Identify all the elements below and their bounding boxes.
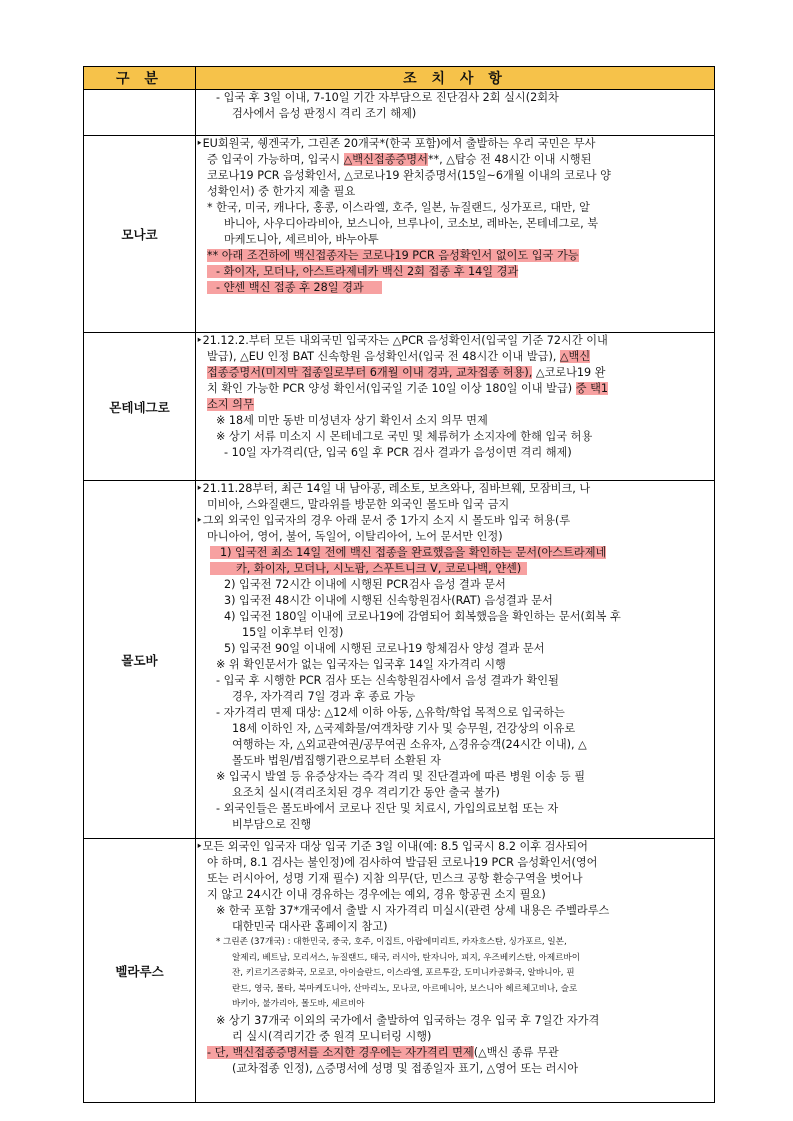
text-span: 증 입국이 가능하며, 입국시 (207, 153, 344, 166)
text-line: - 자가격리 면제 대상: △12세 이하 아동, △유학/학업 목적으로 입국하는 (216, 706, 565, 719)
highlight-span: 중 택1 (575, 382, 608, 395)
text-line (196, 1045, 714, 1061)
text-line: ‣EU회원국, 쉥겐국가, 그린존 20개국*(한국 포함)에서 출발하는 우리 국민은 무사 (196, 137, 596, 150)
text-line: 마니아어, 영어, 불어, 독일어, 이탈리아어, 노어 문서만 인정) (207, 530, 503, 543)
text-line: * 한국, 미국, 캐나다, 홍콩, 이스라엘, 호주, 일본, 뉴질랜드, 싱가포르, 대만, 알 (207, 201, 590, 214)
text-line: - 입국 후 시행한 PCR 검사 또는 신속항원검사에서 음성 결과가 확인될 (216, 674, 559, 687)
text-line: 바니아, 사우디아라비아, 보스니아, 브루나이, 코소보, 레바논, 몬테네그로, 북 (224, 217, 599, 230)
text-span: (△백신 종류 무관 (473, 1045, 559, 1059)
country-cell (84, 90, 196, 136)
text-span: **, △탑승 전 48시간 이내 시행된 (427, 153, 592, 166)
text-line: ※ 한국 포함 37*개국에서 출발 시 자가격리 미실시(관련 상세 내용은 주벨라루스 (216, 904, 610, 917)
text-line: 미비아, 스와질랜드, 말라위를 방문한 외국인 몰도바 입국 금지 (207, 498, 510, 511)
text-line: 바키아, 불가리아, 몰도바, 세르비아 (232, 999, 365, 1009)
table-row (84, 90, 715, 136)
table-row (84, 839, 715, 1103)
text-line (196, 545, 714, 561)
text-line: 몰도바 법원/법집행기관으로부터 소환된 자 (232, 754, 441, 767)
text-line: ‣21.12.2.부터 모든 내외국민 입국자는 △PCR 음성확인서(입국일 기준 72시간 이내 (196, 334, 608, 347)
table-row (84, 481, 715, 839)
highlight-span: - 화이자, 모더나, 아스트라제네카 백신 2회 접종 후 14일 경과 (207, 265, 518, 278)
text-span: 발급), △EU 인정 BAT 신속항원 음성확인서(입국 전 48시간 이내 발급), (207, 350, 560, 363)
text-line: 경우, 자가격리 7일 경과 후 종료 가능 (232, 690, 416, 703)
text-line: 마케도니아, 세르비아, 바누아투 (224, 233, 379, 246)
text-span: △코로나19 완 (532, 366, 606, 379)
text-line: 4) 입국전 180일 이내에 코로나19에 감염되어 회복했음을 확인하는 문서(회복 후 (224, 610, 621, 623)
country-cell: 모나코 (84, 136, 196, 333)
text-line: 18세 이하인 자, △국제화물/여객차량 기사 및 승무원, 건강상의 이유로 (232, 722, 576, 735)
text-line: (교차접종 인정), △증명서에 성명 및 접종일자 표기, △영어 또는 러시아 (232, 1061, 579, 1075)
text-line: 3) 입국전 48시간 이내에 시행된 신속항원검사(RAT) 음성결과 문서 (224, 594, 553, 607)
table-row (84, 136, 715, 333)
text-line: 대한민국 대사관 홈페이지 참고) (232, 920, 388, 933)
highlight-span: 접종증명서(미지막 접종일로부터 6개월 이내 경과, 교차접종 허용), (207, 366, 533, 379)
text-line (196, 152, 714, 168)
text-line: - 10일 자가격리(단, 입국 6일 후 PCR 검사 결과가 음성이면 격리 해제) (224, 446, 572, 459)
header-category: 구 분 (84, 67, 196, 90)
measures-cell (196, 839, 715, 1103)
measures-cell (196, 90, 715, 136)
text-line: 란드, 영국, 몰타, 북마케도니아, 산마리노, 모나코, 아르메니아, 보스니아 헤르체고비나, 슬로 (232, 983, 578, 994)
text-line: 야 하며, 8.1 검사는 불인정)에 검사하여 발급된 코로나19 PCR 음성확인서(영어 (207, 856, 598, 869)
highlight-span: △백신접종증명서 (343, 153, 428, 166)
text-line: 5) 입국전 90일 이내에 시행된 코로나19 항체검사 양성 결과 문서 (224, 642, 545, 655)
text-line: ※ 상기 서류 미소지 시 몬테네그로 국민 및 체류허가 소지자에 한해 입국 허용 (216, 430, 593, 443)
text-line: ※ 상기 37개국 이외의 국가에서 출발하여 입국하는 경우 입국 후 7일간 자가격 (216, 1013, 600, 1027)
country-cell: 벨라루스 (84, 839, 196, 1103)
text-line: ‣21.11.28부터, 최근 14일 내 남아공, 레소토, 보츠와나, 짐바브웨, 모잠비크, 나 (196, 482, 591, 495)
text-line: - 외국인들은 몰도바에서 코로나 진단 및 치료시, 가입의료보험 또는 자 (216, 802, 559, 815)
measures-table (83, 66, 715, 1103)
highlight-span: 1) 입국전 최소 14일 전에 백신 접종을 완료했음을 확인하는 문서(아스트라제네 (210, 546, 606, 559)
text-line: 요조치 실시(격리조치된 경우 격리기간 동안 출국 불가) (232, 786, 500, 799)
measures-cell (196, 333, 715, 481)
text-line (196, 397, 714, 413)
header-measures: 조 치 사 항 (196, 67, 715, 90)
text-line (196, 561, 714, 577)
text-span: 치 확인 가능한 PCR 양성 확인서(입국일 기준 10일 이상 180일 이내 발급) (207, 382, 576, 395)
country-cell: 몰도바 (84, 481, 196, 839)
measures-cell (196, 136, 715, 333)
text-line (196, 365, 714, 381)
text-line: ‣그외 외국인 입국자의 경우 아래 문서 중 1가지 소지 시 몰도바 입국 허용(루 (196, 514, 571, 527)
text-line: 코로나19 PCR 음성확인서, △코로나19 완치증명서(15일~6개월 이내의 코로나 양 (207, 169, 611, 182)
text-line: ※ 위 확인문서가 없는 입국자는 입국후 14일 자가격리 시행 (216, 658, 506, 671)
text-line: 알제리, 베트남, 모리셔스, 뉴질랜드, 태국, 러시아, 탄자니아, 피지, 우즈베키스탄, 아제르바이 (232, 952, 581, 963)
text-line (196, 381, 714, 397)
table-header-row (84, 67, 715, 90)
text-line (196, 349, 714, 365)
highlight-span: 카, 화이자, 모더나, 시노팜, 스푸트니크 V, 코로나백, 얀센) (210, 562, 527, 575)
text-line: 여행하는 자, △외교관여권/공무여권 소유자, △경유승객(24시간 이내), △ (232, 738, 587, 751)
highlight-span: △백신 (559, 350, 591, 363)
text-line: ※ 입국시 발열 등 유증상자는 즉각 격리 및 진단결과에 따른 병원 이송 등 필 (216, 770, 586, 783)
highlight-span: - 얀센 백신 접종 후 28일 경과 (207, 281, 382, 294)
text-line: 2) 입국전 72시간 이내에 시행된 PCR검사 음성 결과 문서 (224, 578, 506, 591)
text-line: - 입국 후 3일 이내, 7-10일 기간 자부담으로 진단검사 2회 실시(2회차 (216, 91, 559, 104)
text-line: * 그린존 (37개국) : 대한민국, 중국, 호주, 이집트, 아랍에미리트, 카자흐스탄, 싱가포르, 일본, (216, 937, 567, 947)
measures-cell (196, 481, 715, 839)
text-line: 15일 이후부터 인정) (242, 626, 344, 639)
highlight-span: - 단, 백신접종증명서를 소지한 경우에는 자가격리 면제 (207, 1045, 474, 1059)
country-cell: 몬테네그로 (84, 333, 196, 481)
text-line (196, 280, 714, 296)
table-row (84, 333, 715, 481)
text-line: 잔, 키르기즈공화국, 모로코, 아이슬란드, 이스라엘, 포르투갈, 도미니카공화국, 알바니아, 핀 (232, 968, 575, 978)
text-line: 비부담으로 진행 (232, 818, 312, 831)
text-line: 성확인서) 중 한가지 제출 필요 (207, 185, 356, 198)
highlight-span: 소지 의무 (207, 398, 254, 411)
text-line: ‣모든 외국인 입국자 대상 입국 기준 3일 이내(예: 8.5 입국시 8.2 이후 검사되어 (196, 840, 588, 853)
text-line: ※ 18세 미만 동반 미성년자 상기 확인서 소지 의무 면제 (216, 414, 488, 427)
text-line (196, 264, 714, 280)
text-line: 검사에서 음성 판정시 격리 조기 해제) (232, 107, 417, 120)
text-line: 지 않고 24시간 이내 경유하는 경우에는 예외, 경유 항공권 소지 필요) (207, 888, 546, 901)
text-line: 또는 러시아어, 성명 기재 필수) 지참 의무(단, 민스크 공항 환승구역을 벗어나 (207, 872, 583, 885)
highlight-span: ** 아래 조건하에 백신접종자는 코로나19 PCR 음성확인서 없이도 입국 가능 (207, 249, 579, 262)
text-line: 리 실시(격리기간 중 원격 모니터링 시행) (232, 1029, 432, 1043)
text-line (196, 248, 714, 264)
